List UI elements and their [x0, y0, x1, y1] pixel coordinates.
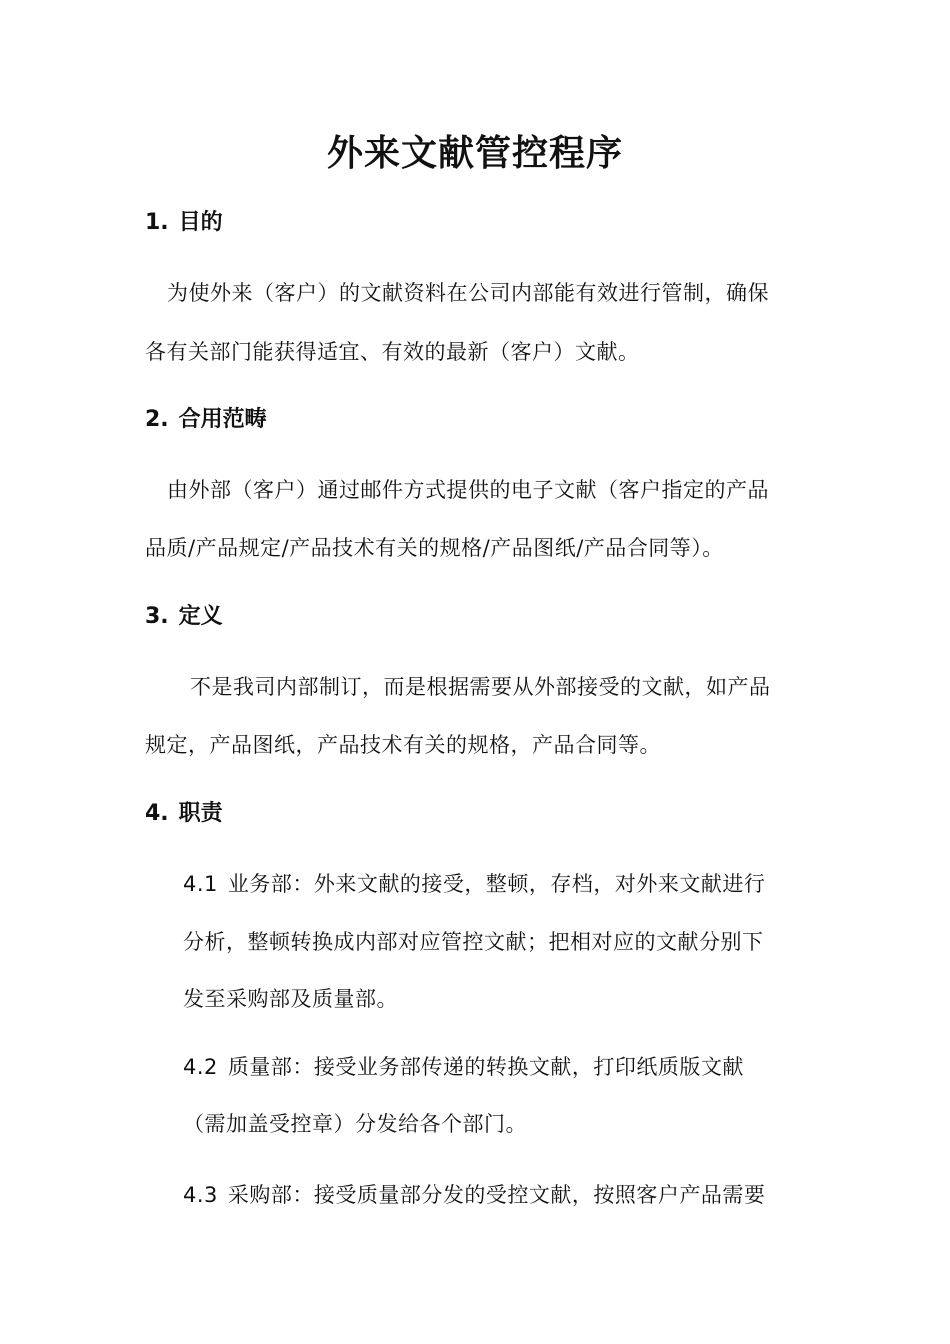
responsibility-item-sales: [183, 869, 765, 899]
item-number: 4.3: [183, 1183, 218, 1207]
section-heading-responsibilities: [145, 798, 223, 829]
paragraph-line: 品质/产品规定/产品技术有关的规格/产品图纸/产品合同等）。: [145, 536, 724, 560]
item-text: 质量部：接受业务部传递的转换文献，打印纸质版文献: [227, 1055, 744, 1079]
section-title: 职责: [178, 800, 223, 826]
item-number: 4.1: [183, 872, 218, 896]
section-title: 定义: [178, 603, 223, 629]
item-text: 采购部：接受质量部分发的受控文献，按照客户产品需要: [227, 1183, 766, 1207]
section-heading-definition: [145, 601, 223, 632]
section-title: 目的: [178, 209, 223, 235]
section-number: 1.: [145, 210, 169, 235]
section-heading-scope: [145, 404, 267, 435]
section-heading-purpose: [145, 207, 223, 238]
responsibility-item-purchasing: [183, 1180, 765, 1210]
paragraph-line: 各有关部门能获得适宜、有效的最新（客户）文献。: [145, 340, 640, 364]
paragraph-line: 为使外来（客户）的文献资料在公司内部能有效进行管制，确保: [167, 281, 769, 305]
paragraph-line: 规定，产品图纸，产品技术有关的规格，产品合同等。: [145, 733, 661, 757]
document-title: 外来文献管控程序: [326, 132, 623, 174]
paragraph-line: 分析，整顿转换成内部对应管控文献；把相对应的文献分别下: [183, 930, 764, 954]
paragraph-line: 由外部（客户）通过邮件方式提供的电子文献（客户指定的产品: [167, 478, 769, 502]
paragraph-line: 发至采购部及质量部。: [183, 987, 398, 1011]
paragraph-line: （需加盖受控章）分发给各个部门。: [183, 1112, 527, 1136]
item-number: 4.2: [183, 1055, 218, 1079]
section-title: 合用范畴: [178, 406, 267, 432]
section-number: 2.: [145, 407, 169, 432]
section-number: 4.: [145, 801, 169, 826]
item-text: 业务部：外来文献的接受，整顿，存档，对外来文献进行: [227, 872, 766, 896]
paragraph-line: 不是我司内部制订，而是根据需要从外部接受的文献，如产品: [190, 675, 771, 699]
responsibility-item-quality: [183, 1052, 744, 1082]
section-number: 3.: [145, 604, 169, 629]
